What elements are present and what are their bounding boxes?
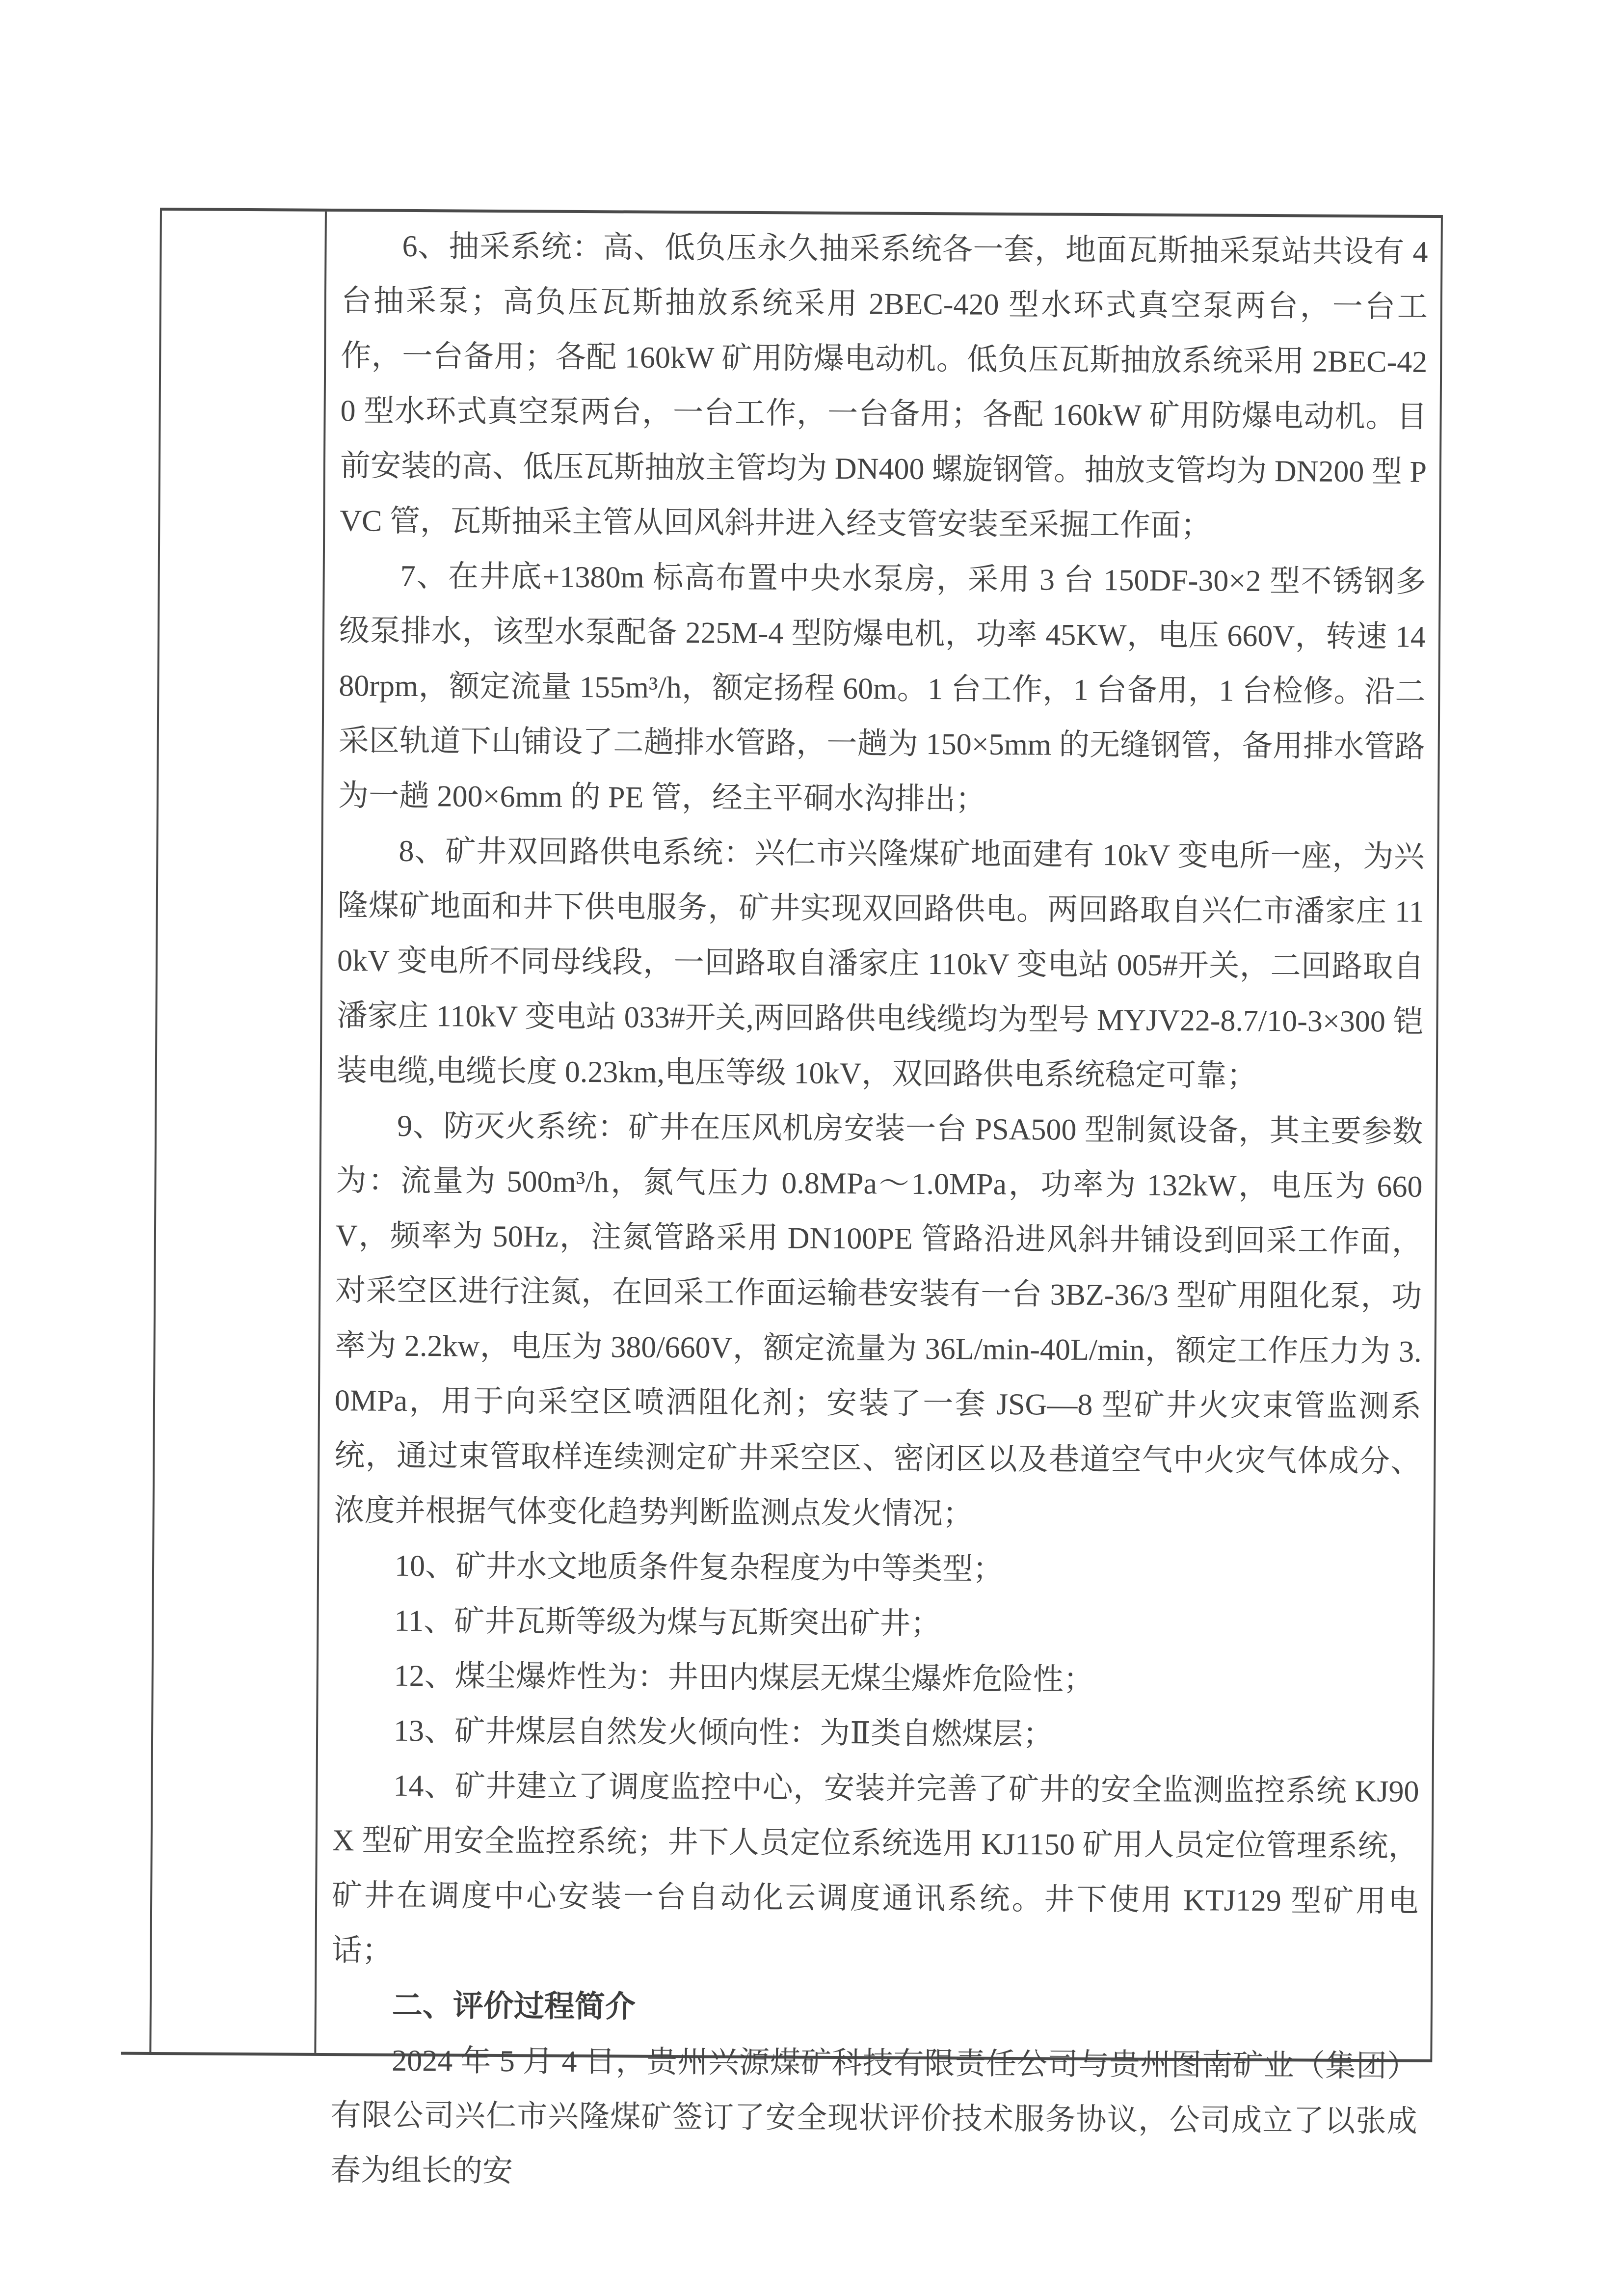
paragraph-evaluation-intro: 2024 年 5 月 4 日，贵州兴源煤矿科技有限责任公司与贵州图南矿业（集团）有限公司兴仁市兴隆煤矿签订了安全现状评价技术服务协议，公司成立了以张成春为组长的安	[330, 2044, 1418, 2188]
section-heading: 二、评价过程简介	[392, 1989, 636, 2024]
paragraph-item-11: 11、矿井瓦斯等级为煤与瓦斯突出矿井；	[394, 1604, 941, 1641]
paragraph-item-9: 9、防灭火系统：矿井在压风机房安装一台 PSA500 型制氮设备，其主要参数为：流量为 500m³/h，氮气压力 0.8MPa～1.0MPa，功率为 132kW，电压为 660V，频率为 50Hz，注氮管路采用 DN100PE 管路沿进风斜井铺设到回采工作面，对采空区进行注氮，在回采工作面运输巷安装有一台 3BZ-36/3 型矿用阻化泵，功率为 2.2kw，电压为 380/660V，额定流量为 36L/min-40L/min，额定工作压力为 3.0MPa，用于向采空区喷洒阻化剂；安装了一套 JSG—8 型矿井火灾束管监测系统，通过束管取样连续测定矿井采空区、密闭区以及巷道空气中火灾气体成分、浓度并根据气体变化趋势判断监测点发火情况；	[334, 1109, 1423, 1531]
paragraph-item-12: 12、煤尘爆炸性为：井田内煤层无煤尘爆炸危险性；	[394, 1659, 1094, 1697]
paragraph-item-7: 7、在井底+1380m 标高布置中央水泵房，采用 3 台 150DF-30×2 型不锈钢多级泵排水，该型水泵配备 225M-4 型防爆电机，功率 45KW，电压 660V，转速 1480rpm，额定流量 155m³/h，额定扬程 60m。1 台工作，1 台备用，1 台检修。沿二采区轨道下山铺设了二趟排水管路，一趟为 150×5mm 的无缝钢管，备用排水管路为一趟 200×6mm 的 PE 管，经主平硐水沟排出；	[338, 559, 1426, 816]
paragraph-item-14: 14、矿井建立了调度监控中心，安装并完善了矿井的安全监测监控系统 KJ90X 型矿用安全监控系统；井下人员定位系统选用 KJ1150 矿用人员定位管理系统，矿井在调度中心安装一台自动化云调度通讯系统。井下使用 KTJ129 型矿用电话；	[331, 1769, 1419, 1968]
table	[149, 208, 1443, 2188]
table-empty-left-cell	[151, 211, 327, 2053]
paragraph-item-6: 6、抽采系统：高、低负压永久抽采系统各一套，地面瓦斯抽采泵站共设有 4 台抽采泵；高负压瓦斯抽放系统采用 2BEC-420 型水环式真空泵两台，一台工作，一台备用；各配 160kW 矿用防爆电动机。低负压瓦斯抽放系统采用 2BEC-420 型水环式真空泵两台，一台工作，一台备用；各配 160kW 矿用防爆电动机。目前安装的高、低压瓦斯抽放主管均为 DN400 螺旋钢管。抽放支管均为 DN200 型 PVC 管，瓦斯抽采主管从回风斜井进入经支管安装至采掘工作面；	[340, 229, 1428, 543]
paragraph-item-8: 8、矿井双回路供电系统：兴仁市兴隆煤矿地面建有 10kV 变电所一座，为兴隆煤矿地面和井下供电服务，矿井实现双回路供电。两回路取自兴仁市潘家庄 110kV 变电所不同母线段，一回路取自潘家庄 110kV 变电站 005#开关，二回路取自潘家庄 110kV 变电站 033#开关,两回路供电线缆均为型号 MYJV22-8.7/10-3×300 铠装电缆,电缆长度 0.23km,电压等级 10kV，双回路供电系统稳定可靠；	[336, 834, 1425, 1093]
table-content-cell	[316, 212, 1441, 2188]
table-bottom-border-overhang	[121, 2052, 153, 2055]
paragraph-item-13: 13、矿井煤层自然发火倾向性：为Ⅱ类自燃煤层；	[393, 1714, 1054, 1752]
paragraph-item-10: 10、矿井水文地质条件复杂程度为中等类型；	[394, 1549, 1004, 1586]
